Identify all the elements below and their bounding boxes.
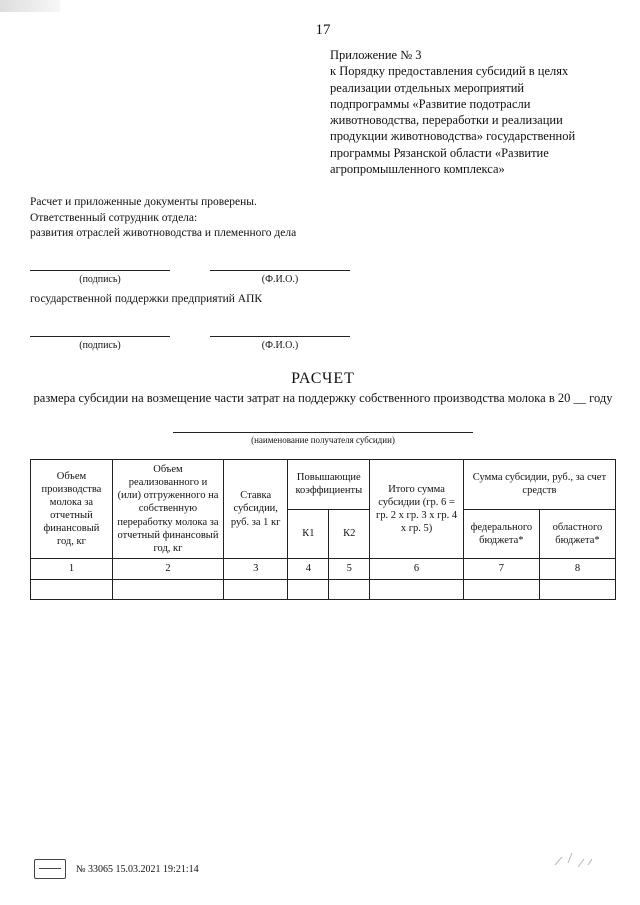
signature-captions-2	[30, 339, 616, 353]
data-cell[interactable]	[463, 579, 539, 599]
data-cell[interactable]	[224, 579, 288, 599]
signature-caption: (подпись)	[79, 273, 121, 285]
header-cell: К2	[329, 509, 370, 558]
registration-stamp	[34, 859, 199, 879]
table-header-row	[31, 460, 616, 509]
document-title: РАСЧЕТ	[291, 370, 355, 388]
approval-line: Расчет и приложенные документы проверены.	[30, 196, 257, 208]
column-number: 2	[112, 558, 223, 579]
header-cell: Объем реализованного и (или) отгруженного на собственную переработку молока за отчетный финансовый год, кг	[112, 460, 223, 559]
data-cell[interactable]	[288, 579, 329, 599]
data-cell[interactable]	[329, 579, 370, 599]
approval-line: государственной поддержки предприятий АПК	[30, 293, 263, 306]
header-cell: Сумма субсидии, руб., за счет средств	[463, 460, 615, 509]
signature-row-2	[30, 322, 616, 337]
recipient-blank[interactable]	[173, 418, 473, 433]
signature-row	[30, 256, 616, 271]
column-number: 8	[539, 558, 615, 579]
header-cell: Ставка субсидии, руб. за 1 кг	[224, 460, 288, 559]
subsidy-table	[30, 459, 616, 600]
appendix-line: продукции животноводства» государственной	[330, 129, 576, 144]
data-cell[interactable]	[370, 579, 464, 599]
approval-line: развития отраслей животноводства и племенного дела	[30, 227, 297, 240]
appendix-line: агропромышленного комплекса»	[330, 161, 505, 176]
data-cell[interactable]	[31, 579, 113, 599]
appendix-header	[330, 47, 616, 177]
column-number: 6	[370, 558, 464, 579]
name-blank-2[interactable]	[210, 322, 350, 337]
name-caption-2: (Ф.И.О.)	[261, 339, 299, 351]
header-cell: Объем производства молока за отчетный финансовый год, кг	[31, 460, 113, 559]
header-cell: Повышающие коэффициенты	[288, 460, 370, 509]
header-cell: федерального бюджета*	[463, 509, 539, 558]
signature-captions	[30, 273, 616, 287]
name-caption: (Ф.И.О.)	[261, 273, 299, 285]
header-cell: К1	[288, 509, 329, 558]
stamp-text: № 33065 15.03.2021 19:21:14	[76, 863, 199, 875]
recipient-caption: (наименование получателя субсидии)	[251, 435, 395, 446]
data-cell[interactable]	[539, 579, 615, 599]
scribble-mark-icon	[550, 835, 600, 875]
table-row	[31, 579, 616, 599]
document-subtitle: размера субсидии на возмещение части затрат на поддержку собственного производства молока в 20 __ году	[33, 391, 613, 406]
signature-blank[interactable]	[30, 256, 170, 271]
signature-caption-2: (подпись)	[79, 339, 121, 351]
page-number: 17	[315, 22, 331, 38]
column-number-row	[31, 558, 616, 579]
column-number: 7	[463, 558, 539, 579]
stamp-logo-icon	[34, 859, 66, 879]
column-number: 3	[224, 558, 288, 579]
signature-blank-2[interactable]	[30, 322, 170, 337]
name-blank[interactable]	[210, 256, 350, 271]
appendix-line: программы Рязанской области «Развитие	[330, 145, 549, 160]
appendix-line: подпрограммы «Развитие подотрасли	[330, 96, 531, 111]
appendix-line: к Порядку предоставления субсидий в целях	[330, 64, 569, 79]
approval-block	[30, 195, 616, 352]
approval-line: Ответственный сотрудник отдела:	[30, 211, 198, 224]
scan-edge	[0, 0, 60, 12]
appendix-line: Приложение № 3	[330, 48, 422, 62]
header-cell: Итого сумма субсидии (гр. 6 = гр. 2 х гр. 3 х гр. 4 х гр. 5)	[370, 460, 464, 559]
column-number: 1	[31, 558, 113, 579]
column-number: 5	[329, 558, 370, 579]
appendix-line: животноводства, переработки и реализации	[330, 113, 563, 127]
appendix-line: реализации отдельных мероприятий	[330, 80, 525, 95]
column-number: 4	[288, 558, 329, 579]
data-cell[interactable]	[112, 579, 223, 599]
header-cell: областного бюджета*	[539, 509, 615, 558]
